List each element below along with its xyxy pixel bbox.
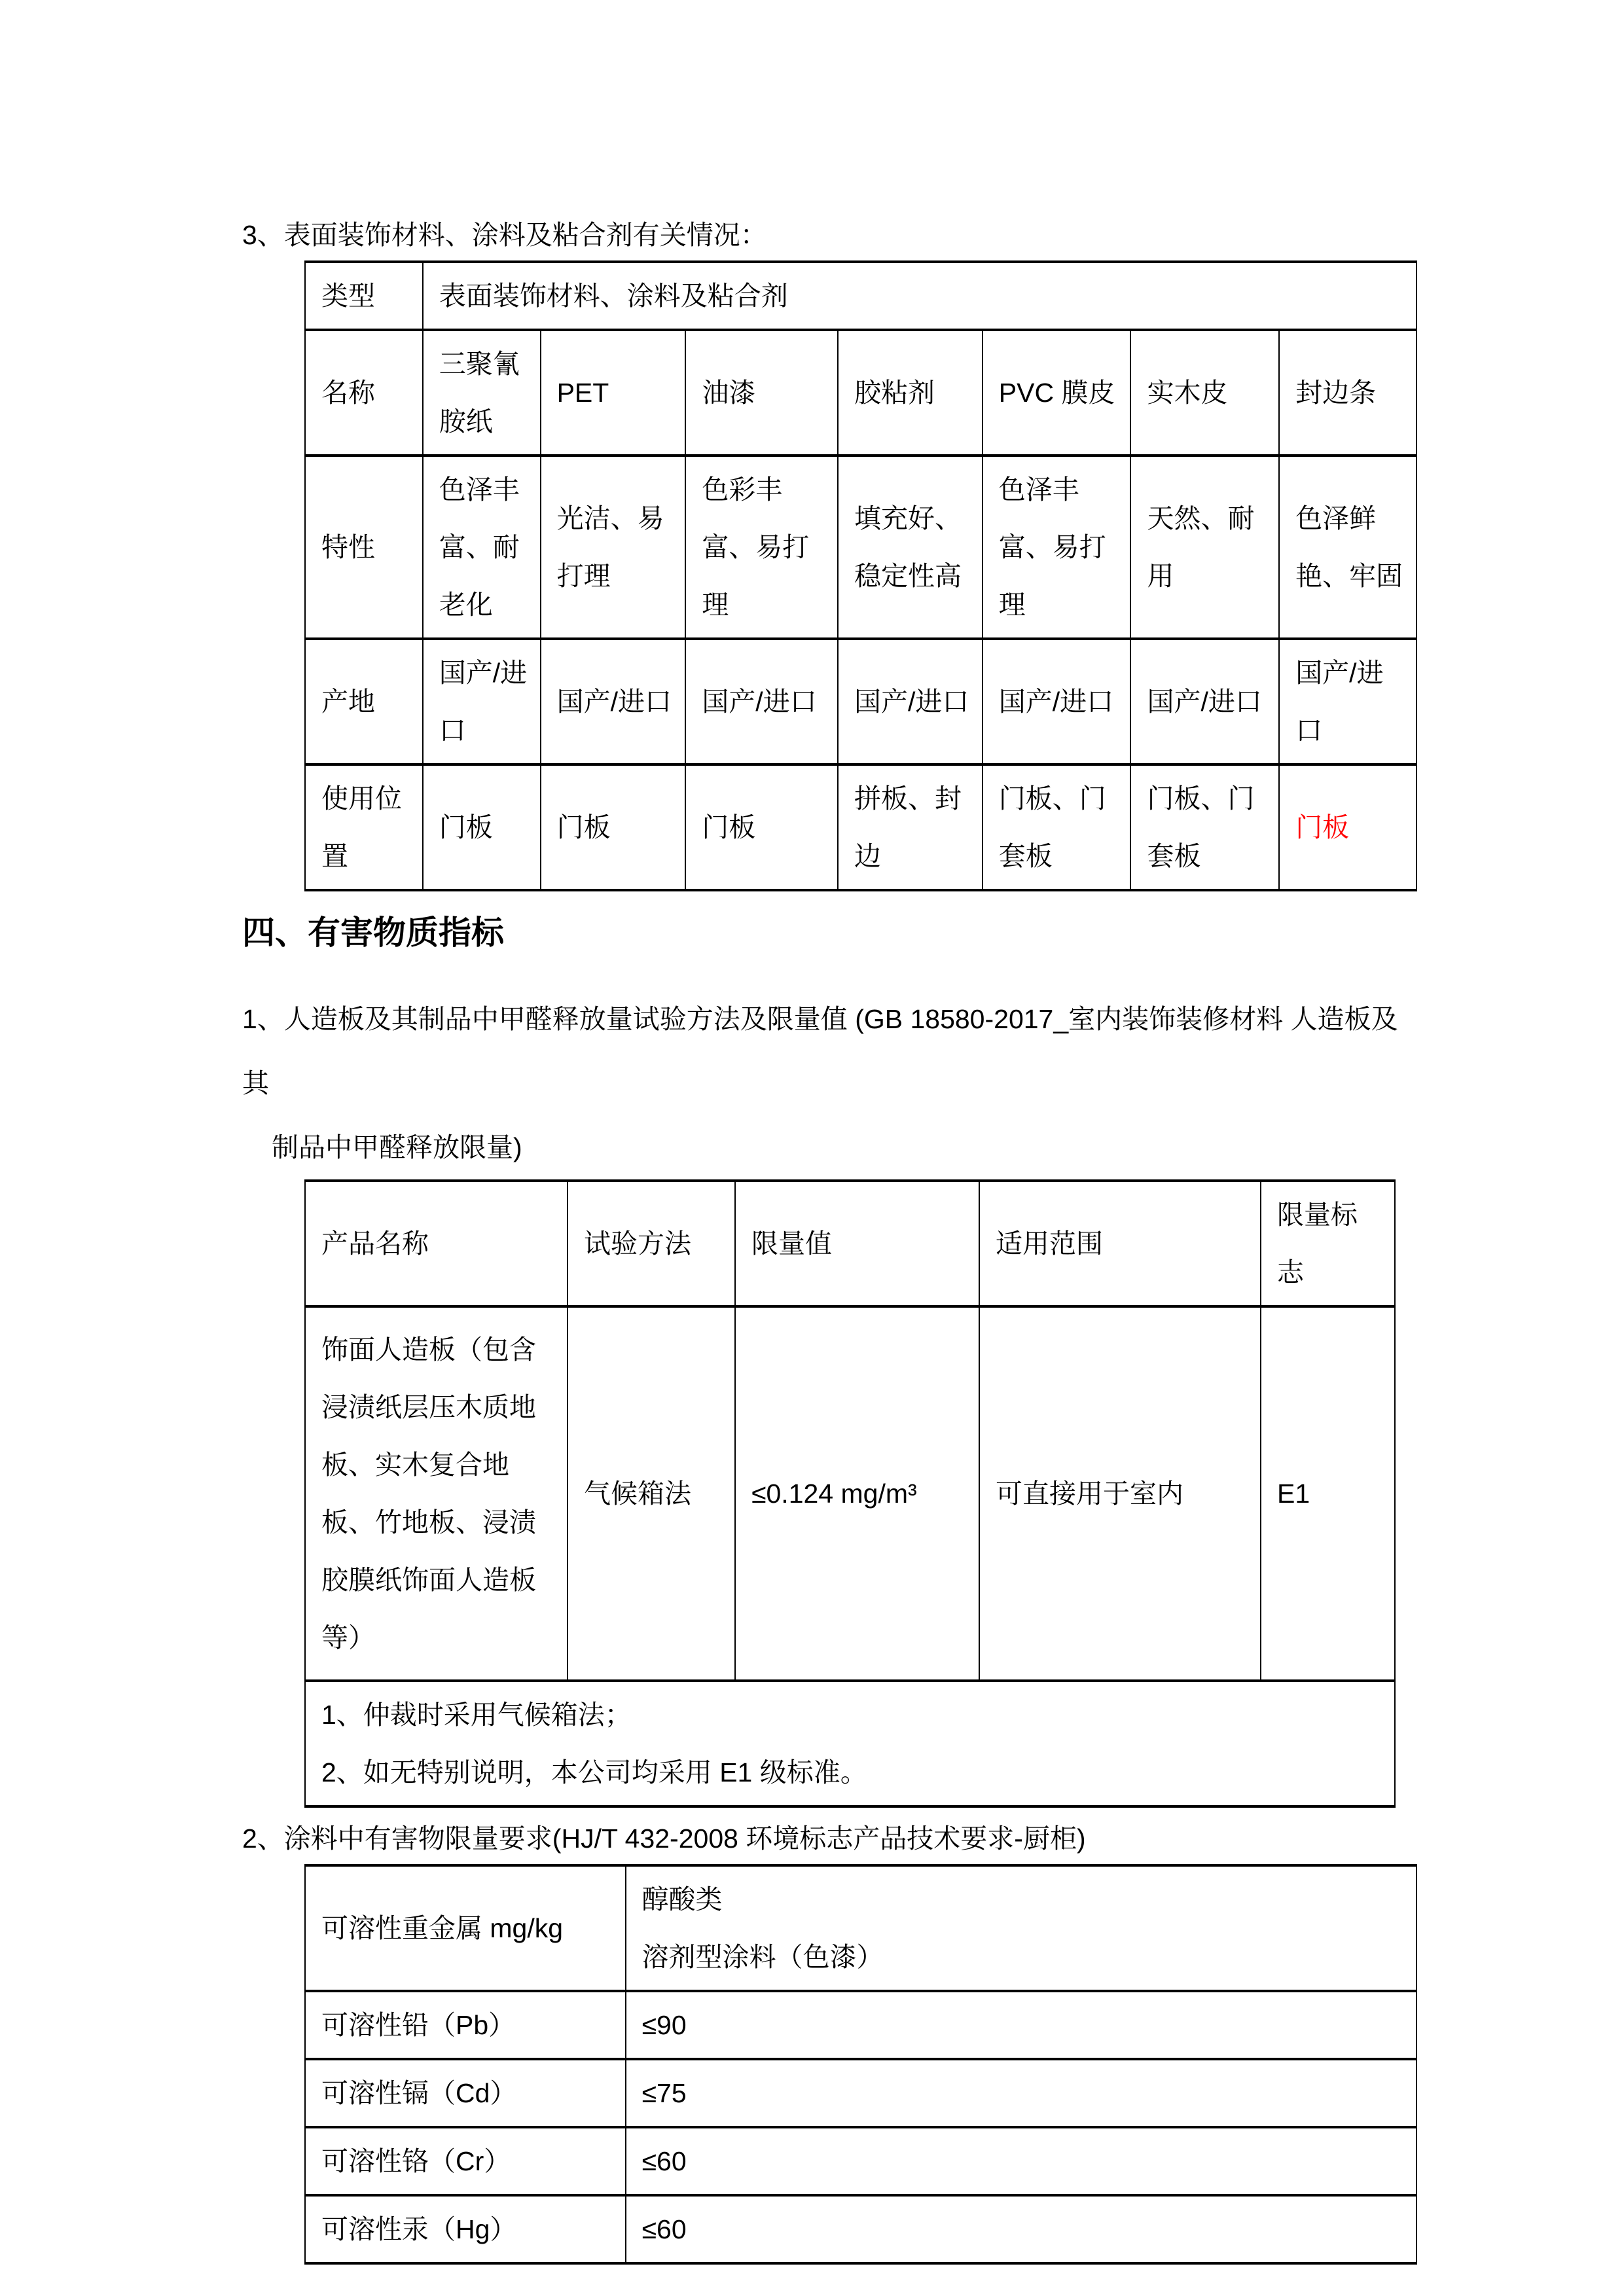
table-cell: 门板 <box>541 764 686 890</box>
cell-cadmium-value: ≤75 <box>626 2059 1416 2127</box>
cell-chromium-label: 可溶性铬（Cr） <box>305 2127 626 2195</box>
cell-test-method: 气候箱法 <box>568 1306 735 1681</box>
table-cell: 门板、门套板 <box>983 764 1131 890</box>
formaldehyde-table <box>304 1179 1396 1808</box>
cell-lead-label: 可溶性铅（Pb） <box>305 1991 626 2059</box>
cell-product-name: 饰面人造板（包含浸渍纸层压木质地板、实木复合地板、竹地板、浸渍胶膜纸饰面人造板等） <box>305 1306 568 1681</box>
cell-cadmium-label: 可溶性镉（Cd） <box>305 2059 626 2127</box>
table-cell: 胶粘剂 <box>838 330 983 456</box>
table-row-name <box>305 330 1416 456</box>
table-cell: 天然、耐用 <box>1130 456 1279 639</box>
table-cell: PET <box>541 330 686 456</box>
note-line-2: 2、如无特别说明，本公司均采用 E1 级标准。 <box>321 1757 867 1787</box>
section4-heading: 四、有害物质指标 <box>242 914 504 951</box>
table-cell: 色彩丰富、易打理 <box>685 456 838 639</box>
table-cell: 门板 <box>685 764 838 890</box>
header-soluble-heavy-metal: 可溶性重金属 mg/kg <box>305 1865 626 1991</box>
usage-cell-edge-band-red: 门板 <box>1279 764 1416 890</box>
cell-mercury-value: ≤60 <box>626 2195 1416 2263</box>
table-cell: 光洁、易打理 <box>541 456 686 639</box>
property-row-label: 特性 <box>305 456 423 639</box>
surface-materials-table <box>304 260 1417 891</box>
table-cell: 门板、门套板 <box>1130 764 1279 890</box>
formaldehyde-intro-text <box>242 987 1417 1179</box>
table-header-row <box>305 1865 1416 1991</box>
table-row-type <box>305 262 1416 330</box>
origin-row-label: 产地 <box>305 639 423 764</box>
cell-chromium-value: ≤60 <box>626 2127 1416 2195</box>
header-product-name: 产品名称 <box>305 1181 568 1306</box>
table-cell: 色泽丰富、耐老化 <box>423 456 541 639</box>
usage-row-label: 使用位置 <box>305 764 423 890</box>
table-cell: 实木皮 <box>1130 330 1279 456</box>
table-cell: 国产/进口 <box>1130 639 1279 764</box>
paint-type-line1: 醇酸类 <box>641 1884 723 1914</box>
table-cell: PVC 膜皮 <box>983 330 1131 456</box>
table-notes-row <box>305 1681 1395 1806</box>
table-row <box>305 2059 1416 2127</box>
coating-intro-text: 2、涂料中有害物限量要求(HJ/T 432-2008 环境标志产品技术要求-厨柜) <box>242 1823 1086 1854</box>
table-header-row <box>305 1181 1395 1306</box>
paint-type-line2: 溶剂型涂料（色漆） <box>641 1942 884 1972</box>
table-row-property <box>305 456 1416 639</box>
table-cell: 油漆 <box>685 330 838 456</box>
cell-limit-value: ≤0.124 mg/m³ <box>735 1306 979 1681</box>
table-cell: 三聚氰胺纸 <box>423 330 541 456</box>
table-row <box>305 1306 1395 1681</box>
note-line-1: 1、仲裁时采用气候箱法； <box>321 1700 632 1730</box>
cell-mercury-label: 可溶性汞（Hg） <box>305 2195 626 2263</box>
table-row <box>305 2127 1416 2195</box>
table-cell: 封边条 <box>1279 330 1416 456</box>
formaldehyde-intro-line1: 1、人造板及其制品中甲醛释放量试验方法及限量值 (GB 18580-2017_室内装饰装修材料 人造板及其 <box>242 1004 1398 1098</box>
header-test-method: 试验方法 <box>568 1181 735 1306</box>
table-cell: 国产/进口 <box>838 639 983 764</box>
notes-cell <box>305 1681 1395 1806</box>
table-cell: 填充好、稳定性高 <box>838 456 983 639</box>
table-cell: 门板 <box>423 764 541 890</box>
table-row <box>305 2195 1416 2263</box>
header-paint-type <box>626 1865 1416 1991</box>
table-cell: 国产/进口 <box>1279 639 1416 764</box>
table-cell: 国产/进口 <box>983 639 1131 764</box>
table-cell: 国产/进口 <box>423 639 541 764</box>
table-row-origin <box>305 639 1416 764</box>
header-limit-value: 限量值 <box>735 1181 979 1306</box>
cell-limit-mark: E1 <box>1261 1306 1395 1681</box>
table-cell: 拼板、封边 <box>838 764 983 890</box>
name-row-label: 名称 <box>305 330 423 456</box>
section3-heading: 3、表面装饰材料、涂料及粘合剂有关情况： <box>242 220 767 250</box>
header-limit-mark: 限量标志 <box>1261 1181 1395 1306</box>
type-row-value: 表面装饰材料、涂料及粘合剂 <box>423 262 1416 330</box>
table-row <box>305 1991 1416 2059</box>
table-cell: 国产/进口 <box>541 639 686 764</box>
table-row-usage <box>305 764 1416 890</box>
cell-lead-value: ≤90 <box>626 1991 1416 2059</box>
table-cell: 色泽鲜艳、牢固 <box>1279 456 1416 639</box>
header-scope: 适用范围 <box>979 1181 1261 1306</box>
formaldehyde-intro-line2: 制品中甲醛释放限量) <box>272 1132 522 1162</box>
cell-scope: 可直接用于室内 <box>979 1306 1261 1681</box>
type-row-label: 类型 <box>305 262 423 330</box>
table-cell: 色泽丰富、易打理 <box>983 456 1131 639</box>
table-cell: 国产/进口 <box>685 639 838 764</box>
coating-limits-table <box>304 1864 1417 2265</box>
